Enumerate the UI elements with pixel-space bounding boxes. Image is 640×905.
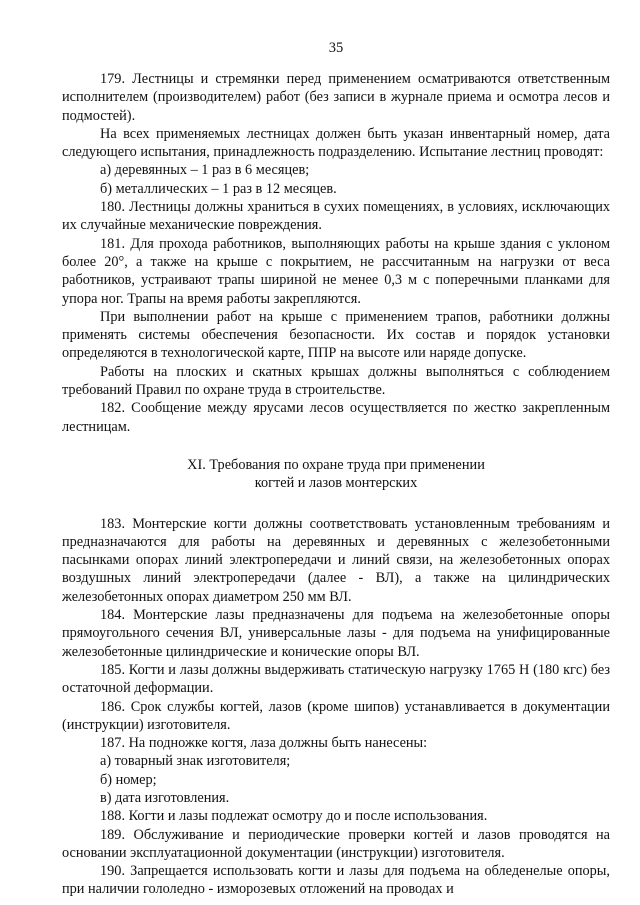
paragraph-182: 182. Сообщение между ярусами лесов осуществляется по жестко закрепленным лестницам. [62, 400, 610, 435]
paragraph-180: 180. Лестницы должны храниться в сухих помещениях, в условиях, исключающих их случайные механические повреждения. [62, 199, 610, 234]
paragraph-190: 190. Запрещается использовать когти и лазы для подъема на обледенелые опоры, при наличии гололедно - изморозевых отложений на проводах и [62, 863, 610, 898]
paragraph-183: 183. Монтерские когти должны соответствовать установленным требованиям и предназначаются для работы на деревянных и деревянных с железобетонными пасынками опорах линий электропередачи и линий связи, на железобетонных опорах воздушных линий электропередачи (далее - ВЛ), а также на цилиндрических железобетонных опорах диаметром 250 мм ВЛ. [62, 515, 610, 605]
paragraph-187: 187. На подножке когтя, лаза должны быть нанесены: [100, 735, 428, 752]
list-item-metal: б) металлических – 1 раз в 12 месяцев. [100, 180, 337, 197]
page-number: 35 [328, 40, 344, 56]
paragraph-roof-safety: При выполнении работ на крыше с применением трапов, работники должны применять системы обеспечения безопасности. Их состав и порядок установки определяются в технологической карте, ППР на высоте или наряде допуске. [62, 308, 610, 362]
list-item-wooden: а) деревянных – 1 раз в 6 месяцев; [100, 162, 310, 179]
section-heading [62, 456, 610, 493]
document-body [62, 70, 610, 899]
paragraph-188: 188. Когти и лазы подлежат осмотру до и после использования. [100, 808, 488, 825]
paragraph-181: 181. Для прохода работников, выполняющих работы на крыше здания с уклоном более 20°, а также на крыше с покрытием, не рассчитанным на нагрузки от веса работников, устраивают трапы шириной не менее 0,3 м с поперечными планками для упора ног. Трапы на время работы закрепляются. [62, 235, 610, 307]
section-heading-line-2: когтей и лазов монтерских [254, 475, 418, 492]
list-item-number: б) номер; [100, 771, 157, 788]
paragraph-179: 179. Лестницы и стремянки перед применением осматриваются ответственным исполнителем (производителем) работ (без записи в журнале приема и осмотра лесов и подмостей). [62, 71, 610, 124]
paragraph-roof-rules: Работы на плоских и скатных крышах должны выполняться с соблюдением требований Правил по охране труда в строительстве. [62, 363, 610, 399]
paragraph-189: 189. Обслуживание и периодические проверки когтей и лазов проводятся на основании эксплуатационной документации (инструкции) изготовителя. [62, 826, 610, 861]
document-page [62, 0, 610, 905]
list-item-trademark: а) товарный знак изготовителя; [100, 753, 291, 770]
paragraph-184: 184. Монтерские лазы предназначены для подъема на железобетонные опоры прямоугольного сечения ВЛ, универсальные лазы - для подъема на унифицированные железобетонные цилиндрические и конические опоры ВЛ. [62, 607, 610, 660]
paragraph-ladder-marking: На всех применяемых лестницах должен быть указан инвентарный номер, дата следующего испытания, принадлежность подразделению. Испытание лестниц проводят: [62, 125, 610, 161]
list-item-date: в) дата изготовления. [100, 789, 230, 806]
section-heading-line-1: XI. Требования по охране труда при применении [187, 456, 485, 473]
paragraph-186: 186. Срок службы когтей, лазов (кроме шипов) устанавливается в документации (инструкции) изготовителя. [62, 698, 610, 733]
paragraph-185: 185. Когти и лазы должны выдерживать статическую нагрузку 1765 Н (180 кгс) без остаточной деформации. [62, 661, 610, 697]
